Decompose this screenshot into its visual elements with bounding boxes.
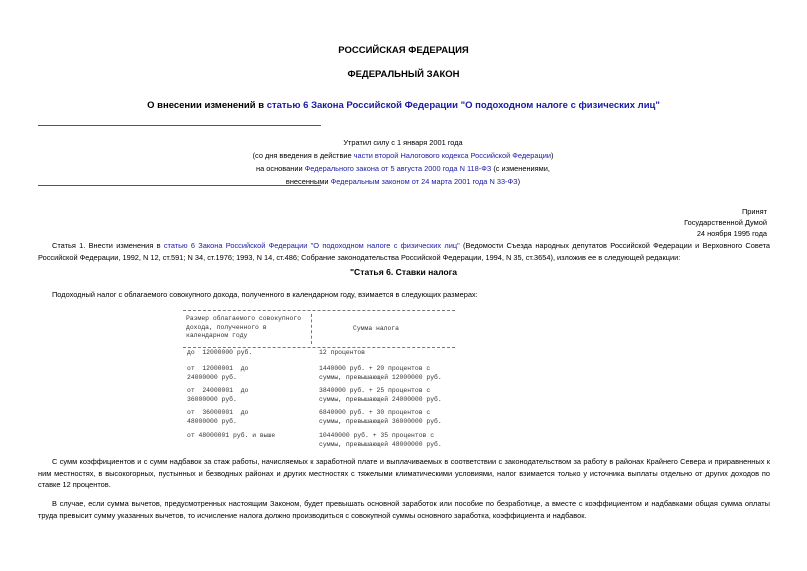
title-prefix: О внесении изменений в bbox=[147, 100, 267, 111]
status-line-3-prefix: на основании bbox=[256, 164, 305, 173]
status-line-2-suffix: ) bbox=[550, 151, 554, 160]
status-line-2-prefix: (со дня введения в действие bbox=[252, 151, 354, 160]
header-income: Размер облагаемого совокупного дохода, полученного в календарном году bbox=[186, 315, 302, 339]
divider-top bbox=[38, 125, 321, 126]
article-1-prefix: Статья 1. Внести изменения в bbox=[52, 241, 164, 250]
deductions-paragraph: В случае, если сумма вычетов, предусмотренных настоящим Законом, будет превышать основной заработок или пособие по безработице, а вместе с коэффициентом и надбавками общая сумма оплаты труда превысит сумму указанных вычетов, то исчисление налога должно производиться с совокупной суммы основного заработка, коэффициента и надбавок. bbox=[38, 499, 770, 520]
status-line-1: Утратил силу с 1 января 2001 года bbox=[343, 138, 463, 147]
row-income: от 48000001 руб. и выше bbox=[187, 432, 276, 439]
row-income: от 36000001 до 48000000 руб. bbox=[187, 409, 249, 425]
law-118-link[interactable]: Федерального закона от 5 августа 2000 года N 118-ФЗ bbox=[304, 164, 492, 173]
title-link[interactable]: статью 6 Закона Российской Федерации "О подоходном налоге с физических лиц" bbox=[266, 100, 660, 111]
tax-code-link[interactable]: части второй Налогового кодекса Российской Федерации bbox=[353, 151, 551, 160]
status-line-4 bbox=[238, 175, 568, 188]
intro-paragraph: Подоходный налог с облагаемого совокупного дохода, полученного в календарном году, взимается в следующих размерах: bbox=[52, 290, 478, 299]
country-heading: РОССИЙСКАЯ ФЕДЕРАЦИЯ bbox=[338, 45, 469, 56]
header-tax: Сумма налога bbox=[353, 325, 400, 332]
row-tax: 3840000 руб. + 25 процентов с суммы, превышающей 24000000 руб. bbox=[319, 387, 442, 403]
divider-bottom bbox=[38, 185, 321, 186]
status-line-3-suffix: (с изменениями, bbox=[491, 164, 550, 173]
accepted-line-3: 24 ноября 1995 года bbox=[696, 229, 767, 238]
row-tax: 6840000 руб. + 30 процентов с суммы, превышающей 36000000 руб. bbox=[319, 409, 442, 425]
row-tax: 10440000 руб. + 35 процентов с суммы, превышающей 48000000 руб. bbox=[319, 432, 442, 448]
row-income: от 24000001 до 36000000 руб. bbox=[187, 387, 249, 403]
article-6-link[interactable]: статью 6 Закона Российской Федерации "О подоходном налоге с физических лиц" bbox=[163, 241, 460, 250]
row-tax: 1440000 руб. + 20 процентов с суммы, превышающей 12000000 руб. bbox=[319, 365, 442, 381]
north-regions-paragraph: С сумм коэффициентов и с сумм надбавок за стаж работы, начисляемых к заработной плате и выплачиваемых в соответствии с законодательством за работу в районах Крайнего Севера и приравненных к ним местностях, в высокогорных, пустынных и безводных районах и других местностях с тяжелыми климатическими условиями, налог взимается только у источника выплаты отдельно от других доходов по ставке 12 процентов. bbox=[38, 457, 770, 489]
row-income: от 12000001 до 24000000 руб. bbox=[187, 365, 249, 381]
table-header-separator bbox=[311, 314, 312, 344]
accepted-line-2: Государственной Думой bbox=[684, 218, 767, 227]
document-title bbox=[0, 100, 807, 111]
article-1-suffix: (Ведомости Съезда народных депутатов Российской Федерации и Верховного Совета Российской Федерации, 1992, N 12, ст.591; N 34, ст.1976; 1993, N 14, ст.486; Собрание законодательства Российской Федерации, 1994, N 35, ст.3654), изложив ее в следующей редакции: bbox=[38, 241, 771, 262]
status-line-4-prefix: внесенными bbox=[285, 177, 331, 186]
status-line-2 bbox=[238, 149, 568, 162]
accepted-line-1: Принят bbox=[741, 207, 767, 216]
row-tax: 12 процентов bbox=[319, 349, 366, 356]
law-33-link[interactable]: Федеральным законом от 24 марта 2001 года N 33-ФЗ bbox=[330, 177, 518, 186]
row-income: до 12000000 руб. bbox=[187, 349, 253, 356]
accepted-block bbox=[684, 206, 767, 239]
document-type-heading: ФЕДЕРАЛЬНЫЙ ЗАКОН bbox=[347, 69, 460, 80]
article-1-paragraph bbox=[38, 240, 770, 263]
status-line-4-suffix: ) bbox=[517, 177, 521, 186]
article-6-heading: "Статья 6. Ставки налога bbox=[349, 267, 458, 277]
status-block bbox=[238, 136, 568, 188]
status-line-3 bbox=[238, 162, 568, 175]
